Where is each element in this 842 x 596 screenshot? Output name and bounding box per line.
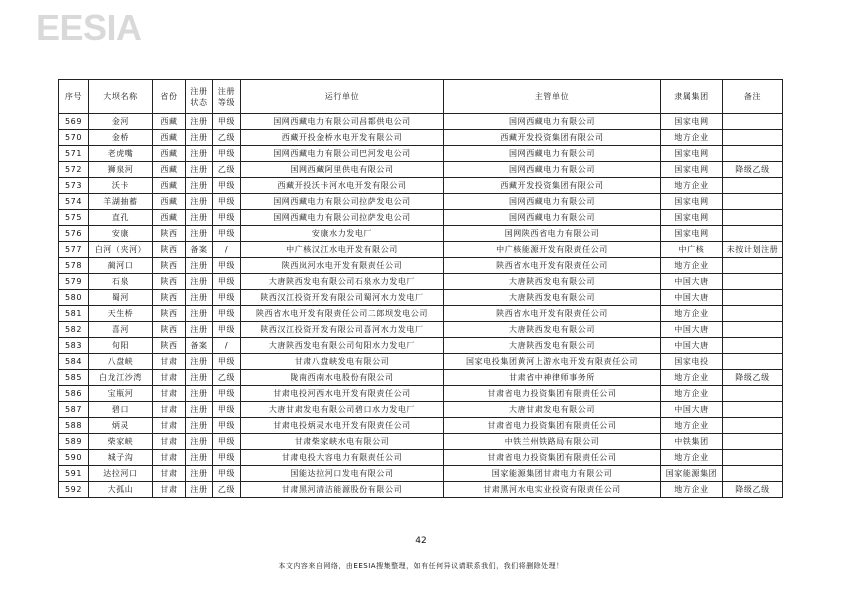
cell-operating-unit: 陇南西南水电股份有限公司 [241,370,444,386]
table-row [59,258,783,274]
cell-supervising-unit: 大唐陕西发电有限公司 [444,338,661,354]
cell-serial-number: 591 [59,466,89,482]
cell-province: 西藏 [153,146,186,162]
cell-province: 陕西 [153,322,186,338]
cell-operating-unit: 甘肃电投大容电力有限责任公司 [241,450,444,466]
cell-registration-grade: / [213,242,241,258]
cell-supervising-unit: 国网陕西省电力有限公司 [444,226,661,242]
header-registration-status-label: 注册状态 [190,86,208,107]
table-row [59,418,783,434]
cell-serial-number: 576 [59,226,89,242]
cell-province: 陕西 [153,258,186,274]
header-registration-grade-label: 注册等级 [217,86,236,107]
cell-registration-grade: 甲级 [213,146,241,162]
cell-dam-name: 柴家峡 [89,434,153,450]
cell-serial-number: 580 [59,290,89,306]
cell-serial-number: 581 [59,306,89,322]
cell-province: 甘肃 [153,434,186,450]
cell-registration-grade: 甲级 [213,210,241,226]
cell-registration-status: 注册 [186,130,213,146]
header-operating-unit: 运行单位 [241,80,444,114]
cell-dam-name: 狮泉河 [89,162,153,178]
cell-dam-name: 达拉河口 [89,466,153,482]
cell-dam-name: 喜河 [89,322,153,338]
cell-province: 甘肃 [153,466,186,482]
cell-serial-number: 569 [59,114,89,130]
cell-province: 陕西 [153,226,186,242]
footer-disclaimer: 本文内容来自网络，由EESIA搜集整理，如有任何异议请联系我们，我们将删除处理！ [278,562,564,570]
cell-registration-grade: / [213,338,241,354]
page-number: 42 [415,536,427,546]
table-body [59,114,783,498]
cell-serial-number: 592 [59,482,89,498]
cell-serial-number: 588 [59,418,89,434]
cell-registration-grade: 甲级 [213,290,241,306]
cell-province: 西藏 [153,194,186,210]
cell-remarks: 降级乙级 [723,162,783,178]
cell-remarks [723,290,783,306]
cell-remarks: 降级乙级 [723,370,783,386]
cell-dam-name: 直孔 [89,210,153,226]
cell-affiliated-group: 国家电网 [661,194,723,210]
cell-serial-number: 582 [59,322,89,338]
cell-remarks [723,194,783,210]
cell-registration-status: 备案 [186,242,213,258]
cell-operating-unit: 西藏开投沃卡河水电开发有限公司 [241,178,444,194]
cell-registration-status: 注册 [186,178,213,194]
cell-supervising-unit: 国家能源集团甘肃电力有限公司 [444,466,661,482]
header-dam-name: 大坝名称 [89,80,153,114]
cell-registration-status: 备案 [186,338,213,354]
cell-registration-grade: 甲级 [213,386,241,402]
cell-remarks: 降级乙级 [723,482,783,498]
table-row [59,370,783,386]
cell-province: 甘肃 [153,482,186,498]
cell-affiliated-group: 国家电网 [661,226,723,242]
cell-registration-status: 注册 [186,450,213,466]
cell-operating-unit: 西藏开投金桥水电开发有限公司 [241,130,444,146]
cell-province: 陕西 [153,290,186,306]
cell-serial-number: 577 [59,242,89,258]
cell-supervising-unit: 西藏开发投资集团有限公司 [444,130,661,146]
cell-operating-unit: 甘肃黑河清洁能源股份有限公司 [241,482,444,498]
cell-supervising-unit: 西藏开发投资集团有限公司 [444,178,661,194]
cell-supervising-unit: 中铁兰州铁路局有限公司 [444,434,661,450]
cell-serial-number: 574 [59,194,89,210]
cell-dam-name: 天生桥 [89,306,153,322]
cell-affiliated-group: 地方企业 [661,450,723,466]
cell-supervising-unit: 大唐陕西发电有限公司 [444,290,661,306]
cell-registration-status: 注册 [186,274,213,290]
cell-remarks [723,130,783,146]
cell-supervising-unit: 国网西藏电力有限公司 [444,114,661,130]
cell-supervising-unit: 国网西藏电力有限公司 [444,210,661,226]
cell-operating-unit: 国网西藏电力有限公司巴河发电公司 [241,146,444,162]
table-row [59,130,783,146]
cell-registration-status: 注册 [186,226,213,242]
cell-dam-name: 蔺河口 [89,258,153,274]
cell-serial-number: 571 [59,146,89,162]
cell-registration-grade: 甲级 [213,354,241,370]
cell-supervising-unit: 中广核能源开发有限责任公司 [444,242,661,258]
cell-affiliated-group: 地方企业 [661,306,723,322]
cell-supervising-unit: 国网西藏电力有限公司 [444,162,661,178]
cell-province: 陕西 [153,242,186,258]
table-row [59,178,783,194]
cell-dam-name: 碧口 [89,402,153,418]
cell-dam-name: 八盘峡 [89,354,153,370]
cell-dam-name: 大孤山 [89,482,153,498]
table-row [59,146,783,162]
table-row [59,434,783,450]
cell-serial-number: 578 [59,258,89,274]
cell-remarks [723,450,783,466]
table-row [59,466,783,482]
cell-province: 西藏 [153,114,186,130]
cell-affiliated-group: 中广核 [661,242,723,258]
cell-dam-name: 白河（夹河） [89,242,153,258]
table-row [59,210,783,226]
table-row [59,242,783,258]
cell-operating-unit: 中广核汉江水电开发有限公司 [241,242,444,258]
cell-remarks [723,146,783,162]
cell-operating-unit: 大唐陕西发电有限公司石泉水力发电厂 [241,274,444,290]
cell-remarks [723,466,783,482]
cell-operating-unit: 国网西藏电力有限公司昌都供电公司 [241,114,444,130]
cell-province: 甘肃 [153,402,186,418]
table-row [59,386,783,402]
cell-affiliated-group: 中国大唐 [661,274,723,290]
cell-registration-status: 注册 [186,418,213,434]
cell-serial-number: 589 [59,434,89,450]
cell-remarks [723,178,783,194]
cell-operating-unit: 甘肃电投河西水电开发有限责任公司 [241,386,444,402]
cell-remarks [723,434,783,450]
cell-affiliated-group: 地方企业 [661,178,723,194]
cell-province: 西藏 [153,210,186,226]
cell-affiliated-group: 地方企业 [661,482,723,498]
cell-dam-name: 蜀河 [89,290,153,306]
cell-supervising-unit: 大唐甘肃发电有限公司 [444,402,661,418]
cell-affiliated-group: 国家电网 [661,210,723,226]
cell-registration-status: 注册 [186,114,213,130]
cell-remarks: 未按计划注册 [723,242,783,258]
cell-supervising-unit: 大唐陕西发电有限公司 [444,274,661,290]
table-row [59,274,783,290]
cell-operating-unit: 陕西省水电开发有限责任公司二郎坝发电公司 [241,306,444,322]
header-remarks: 备注 [723,80,783,114]
cell-affiliated-group: 中国大唐 [661,322,723,338]
cell-operating-unit: 国网西藏电力有限公司拉萨发电公司 [241,210,444,226]
cell-serial-number: 584 [59,354,89,370]
cell-affiliated-group: 中国大唐 [661,402,723,418]
cell-remarks [723,226,783,242]
header-supervising-unit: 主管单位 [444,80,661,114]
cell-registration-status: 注册 [186,146,213,162]
cell-dam-name: 白龙江沙湾 [89,370,153,386]
cell-operating-unit: 国能达拉河口发电有限公司 [241,466,444,482]
cell-serial-number: 587 [59,402,89,418]
cell-province: 甘肃 [153,386,186,402]
table-row [59,338,783,354]
cell-registration-status: 注册 [186,402,213,418]
cell-supervising-unit: 甘肃省电力投资集团有限责任公司 [444,418,661,434]
cell-registration-status: 注册 [186,194,213,210]
cell-registration-grade: 甲级 [213,418,241,434]
table-row [59,354,783,370]
cell-remarks [723,114,783,130]
table-header-row [59,80,783,114]
cell-dam-name: 城子沟 [89,450,153,466]
cell-province: 陕西 [153,338,186,354]
cell-registration-grade: 甲级 [213,274,241,290]
table-row [59,290,783,306]
cell-supervising-unit: 国网西藏电力有限公司 [444,194,661,210]
eesia-logo: EESIA [36,7,142,48]
cell-registration-grade: 甲级 [213,402,241,418]
cell-registration-grade: 甲级 [213,226,241,242]
cell-operating-unit: 陕西汉江投资开发有限公司蜀河水力发电厂 [241,290,444,306]
cell-affiliated-group: 地方企业 [661,258,723,274]
cell-supervising-unit: 大唐陕西发电有限公司 [444,322,661,338]
cell-dam-name: 旬阳 [89,338,153,354]
table-row [59,162,783,178]
cell-registration-grade: 甲级 [213,306,241,322]
cell-supervising-unit: 国家电投集团黄河上游水电开发有限责任公司 [444,354,661,370]
cell-affiliated-group: 地方企业 [661,418,723,434]
cell-dam-name: 石泉 [89,274,153,290]
cell-remarks [723,386,783,402]
table-row [59,194,783,210]
cell-registration-status: 注册 [186,322,213,338]
cell-registration-grade: 甲级 [213,322,241,338]
cell-dam-name: 炳灵 [89,418,153,434]
cell-operating-unit: 甘肃电投炳灵水电开发有限责任公司 [241,418,444,434]
cell-registration-grade: 甲级 [213,178,241,194]
cell-affiliated-group: 国家电网 [661,146,723,162]
cell-serial-number: 583 [59,338,89,354]
cell-serial-number: 590 [59,450,89,466]
cell-remarks [723,210,783,226]
cell-registration-status: 注册 [186,290,213,306]
cell-remarks [723,306,783,322]
cell-supervising-unit: 甘肃省电力投资集团有限责任公司 [444,450,661,466]
cell-supervising-unit: 甘肃省中神律师事务所 [444,370,661,386]
cell-operating-unit: 大唐甘肃发电有限公司碧口水力发电厂 [241,402,444,418]
cell-registration-grade: 乙级 [213,130,241,146]
cell-serial-number: 579 [59,274,89,290]
cell-registration-grade: 甲级 [213,450,241,466]
header-registration-grade [213,80,241,114]
cell-operating-unit: 安康水力发电厂 [241,226,444,242]
cell-remarks [723,402,783,418]
cell-registration-status: 注册 [186,210,213,226]
cell-province: 甘肃 [153,354,186,370]
cell-province: 甘肃 [153,450,186,466]
cell-province: 甘肃 [153,418,186,434]
table-row [59,226,783,242]
cell-supervising-unit: 甘肃黑河水电实业投资有限责任公司 [444,482,661,498]
cell-serial-number: 570 [59,130,89,146]
cell-supervising-unit: 甘肃省电力投资集团有限责任公司 [444,386,661,402]
cell-serial-number: 573 [59,178,89,194]
cell-dam-name: 金河 [89,114,153,130]
cell-dam-name: 老虎嘴 [89,146,153,162]
cell-operating-unit: 国网西藏阿里供电有限公司 [241,162,444,178]
cell-affiliated-group: 国家电网 [661,162,723,178]
header-serial-number: 序号 [59,80,89,114]
cell-registration-grade: 甲级 [213,434,241,450]
cell-supervising-unit: 国网西藏电力有限公司 [444,146,661,162]
cell-registration-status: 注册 [186,370,213,386]
table-row [59,402,783,418]
cell-dam-name: 沃卡 [89,178,153,194]
table-row [59,450,783,466]
cell-operating-unit: 甘肃八盘峡发电有限公司 [241,354,444,370]
cell-registration-grade: 乙级 [213,370,241,386]
cell-registration-grade: 甲级 [213,466,241,482]
cell-dam-name: 羊湖抽蓄 [89,194,153,210]
header-affiliated-group: 隶属集团 [661,80,723,114]
cell-serial-number: 585 [59,370,89,386]
cell-remarks [723,274,783,290]
cell-affiliated-group: 地方企业 [661,370,723,386]
cell-affiliated-group: 国家电网 [661,114,723,130]
header-registration-status [186,80,213,114]
cell-remarks [723,258,783,274]
cell-registration-status: 注册 [186,258,213,274]
cell-remarks [723,418,783,434]
cell-remarks [723,338,783,354]
cell-operating-unit: 国网西藏电力有限公司拉萨发电公司 [241,194,444,210]
table-row [59,482,783,498]
cell-affiliated-group: 中国大唐 [661,338,723,354]
cell-serial-number: 586 [59,386,89,402]
table-row [59,306,783,322]
cell-registration-status: 注册 [186,354,213,370]
cell-dam-name: 安康 [89,226,153,242]
cell-remarks [723,322,783,338]
cell-affiliated-group: 中国大唐 [661,290,723,306]
cell-registration-status: 注册 [186,386,213,402]
cell-affiliated-group: 地方企业 [661,386,723,402]
cell-affiliated-group: 国家能源集团 [661,466,723,482]
header-province: 省份 [153,80,186,114]
cell-operating-unit: 陕西汉江投资开发有限公司喜河水力发电厂 [241,322,444,338]
cell-registration-grade: 甲级 [213,258,241,274]
cell-province: 西藏 [153,162,186,178]
cell-registration-grade: 甲级 [213,194,241,210]
cell-dam-name: 宝瓶河 [89,386,153,402]
cell-serial-number: 575 [59,210,89,226]
cell-serial-number: 572 [59,162,89,178]
cell-operating-unit: 陕西岚河水电开发有限责任公司 [241,258,444,274]
cell-operating-unit: 甘肃柴家峡水电有限公司 [241,434,444,450]
table-row [59,322,783,338]
cell-province: 西藏 [153,178,186,194]
cell-remarks [723,354,783,370]
dam-registration-table [58,79,783,498]
cell-registration-status: 注册 [186,434,213,450]
cell-operating-unit: 大唐陕西发电有限公司旬阳水力发电厂 [241,338,444,354]
cell-supervising-unit: 陕西省水电开发有限责任公司 [444,258,661,274]
cell-dam-name: 金桥 [89,130,153,146]
cell-registration-status: 注册 [186,306,213,322]
cell-affiliated-group: 地方企业 [661,130,723,146]
cell-registration-status: 注册 [186,482,213,498]
cell-province: 西藏 [153,130,186,146]
cell-registration-grade: 甲级 [213,114,241,130]
cell-registration-grade: 乙级 [213,482,241,498]
cell-province: 陕西 [153,306,186,322]
cell-affiliated-group: 中铁集团 [661,434,723,450]
cell-registration-grade: 乙级 [213,162,241,178]
table-row [59,114,783,130]
cell-supervising-unit: 陕西省水电开发有限责任公司 [444,306,661,322]
cell-province: 甘肃 [153,370,186,386]
cell-affiliated-group: 国家电投 [661,354,723,370]
cell-registration-status: 注册 [186,162,213,178]
cell-registration-status: 注册 [186,466,213,482]
cell-province: 陕西 [153,274,186,290]
